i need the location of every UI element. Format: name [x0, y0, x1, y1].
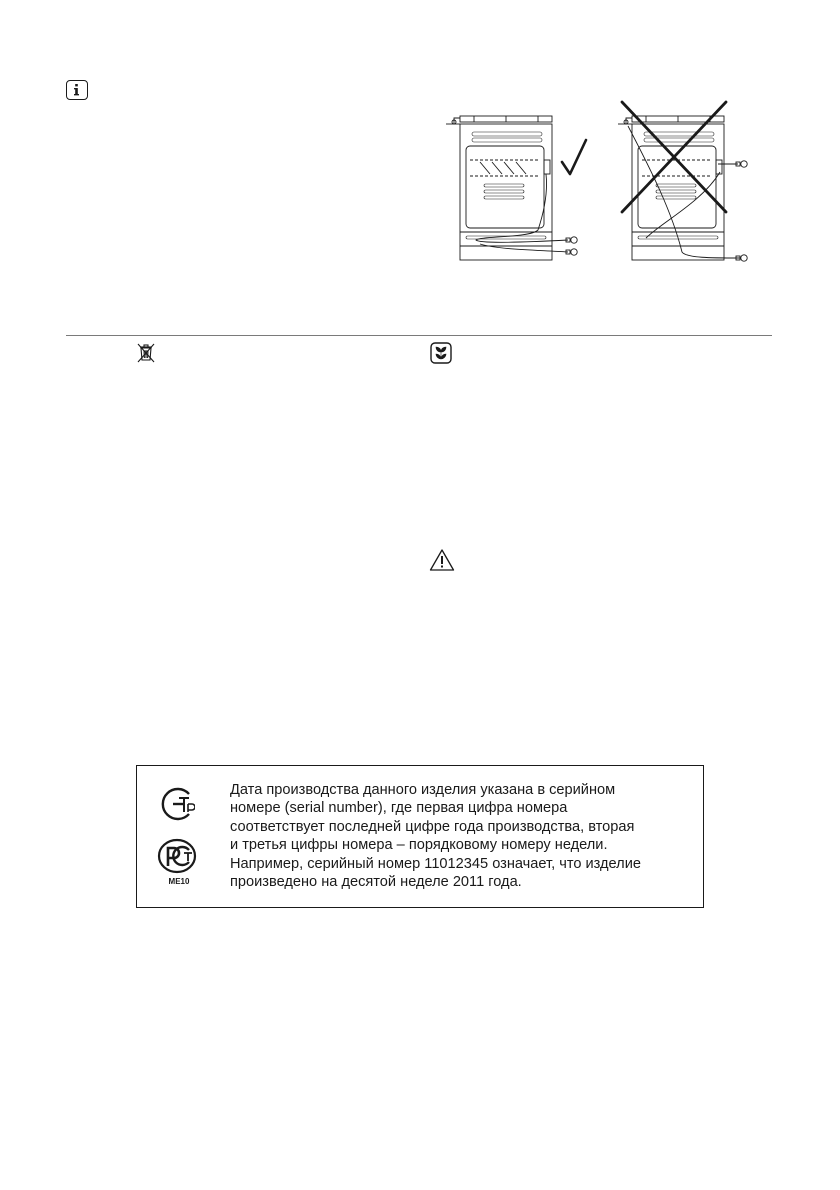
environment-icon — [430, 342, 452, 364]
crossed-out-bin-icon — [136, 342, 156, 364]
gost-certification-logo — [159, 786, 195, 822]
notice-text: Дата производства данного изделия указана в серийном номере (serial number), где первая цифра номера соответствует последней цифре года производства, вторая и третья цифры номера – порядковому номеру недели. Например, серийный номер 11012345 означает, что изделие произведено на десятой неделе 2011 года. — [230, 782, 641, 891]
info-icon — [66, 80, 88, 100]
correct-installation-diagram — [440, 112, 590, 264]
check-mark-icon — [562, 140, 586, 174]
model-code: ME10 — [168, 877, 190, 886]
warning-triangle-icon — [429, 548, 455, 572]
production-date-notice — [136, 765, 704, 908]
incorrect-installation-diagram — [612, 98, 762, 264]
pct-certification-logo — [157, 838, 197, 874]
section-divider — [66, 335, 772, 336]
